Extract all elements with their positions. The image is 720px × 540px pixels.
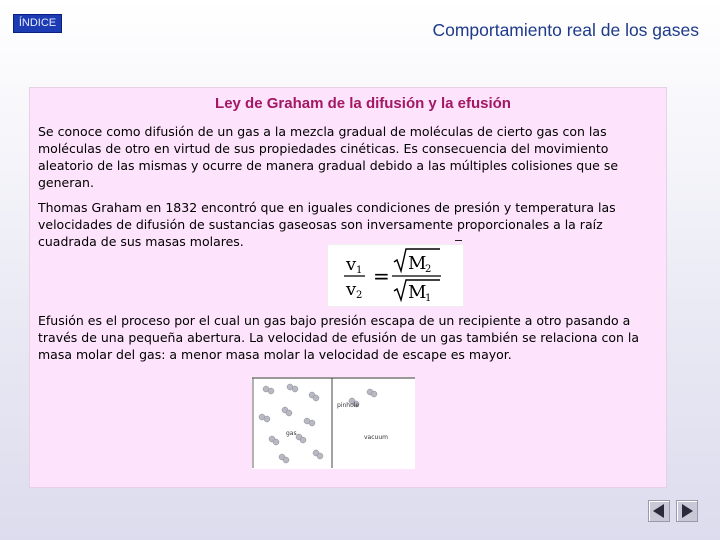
divider-mark — [455, 240, 462, 241]
next-slide-button[interactable] — [676, 500, 698, 522]
formula-m2: M — [408, 253, 427, 274]
triangle-left-icon — [649, 501, 669, 521]
previous-slide-button[interactable] — [648, 500, 670, 522]
formula-v2: v — [346, 279, 357, 300]
formula-m1-sub: 1 — [425, 293, 432, 304]
formula-equals: = — [373, 264, 390, 288]
effusion-graphic — [252, 377, 415, 469]
paragraph-effusion: Efusión es el proceso por el cual un gas bajo presión escapa de un recipiente a otro pasando a través de una pequeña abertura. La velocidad de efusión de un gas también se relaciona con la masa molar del gas: a menor masa molar la velocidad de escape es mayor. — [38, 313, 640, 362]
content-panel — [29, 87, 667, 488]
formula-v2-sub: 2 — [356, 290, 363, 301]
graham-law-formula — [327, 244, 464, 307]
formula-graphic — [328, 245, 463, 306]
effusion-diagram — [252, 377, 415, 469]
paragraph-diffusion-definition: Se conoce como difusión de un gas a la mezcla gradual de moléculas de cierto gas con las moléculas de otro en virtud de sus propiedades cinéticas. Es consecuencia del movimiento aleatorio de las mismas y ocurre de manera gradual debido a las múltiples colisiones que se generan. — [38, 124, 619, 190]
label-pinhole: pinhole — [337, 402, 360, 409]
formula-m2-sub: 2 — [425, 264, 432, 275]
formula-m1: M — [408, 282, 427, 303]
slide-title: Comportamiento real de los gases — [432, 20, 699, 40]
label-gas: gas — [286, 430, 297, 437]
label-vacuum: vacuum — [364, 434, 388, 441]
triangle-right-icon — [677, 501, 697, 521]
index-button[interactable]: ÍNDICE — [13, 14, 62, 33]
formula-v1-sub: 1 — [356, 265, 363, 276]
paragraph-graham-law: Thomas Graham en 1832 encontró que en iguales condiciones de presión y temperatura las velocidades de difusión de sustancias gaseosas son inversamente proporcionales a la raíz cuadrada de sus masas molares. — [38, 200, 616, 249]
section-heading: Ley de Graham de la difusión y la efusión — [215, 95, 511, 112]
gas-molecules — [259, 384, 377, 463]
formula-v1: v — [346, 254, 357, 275]
